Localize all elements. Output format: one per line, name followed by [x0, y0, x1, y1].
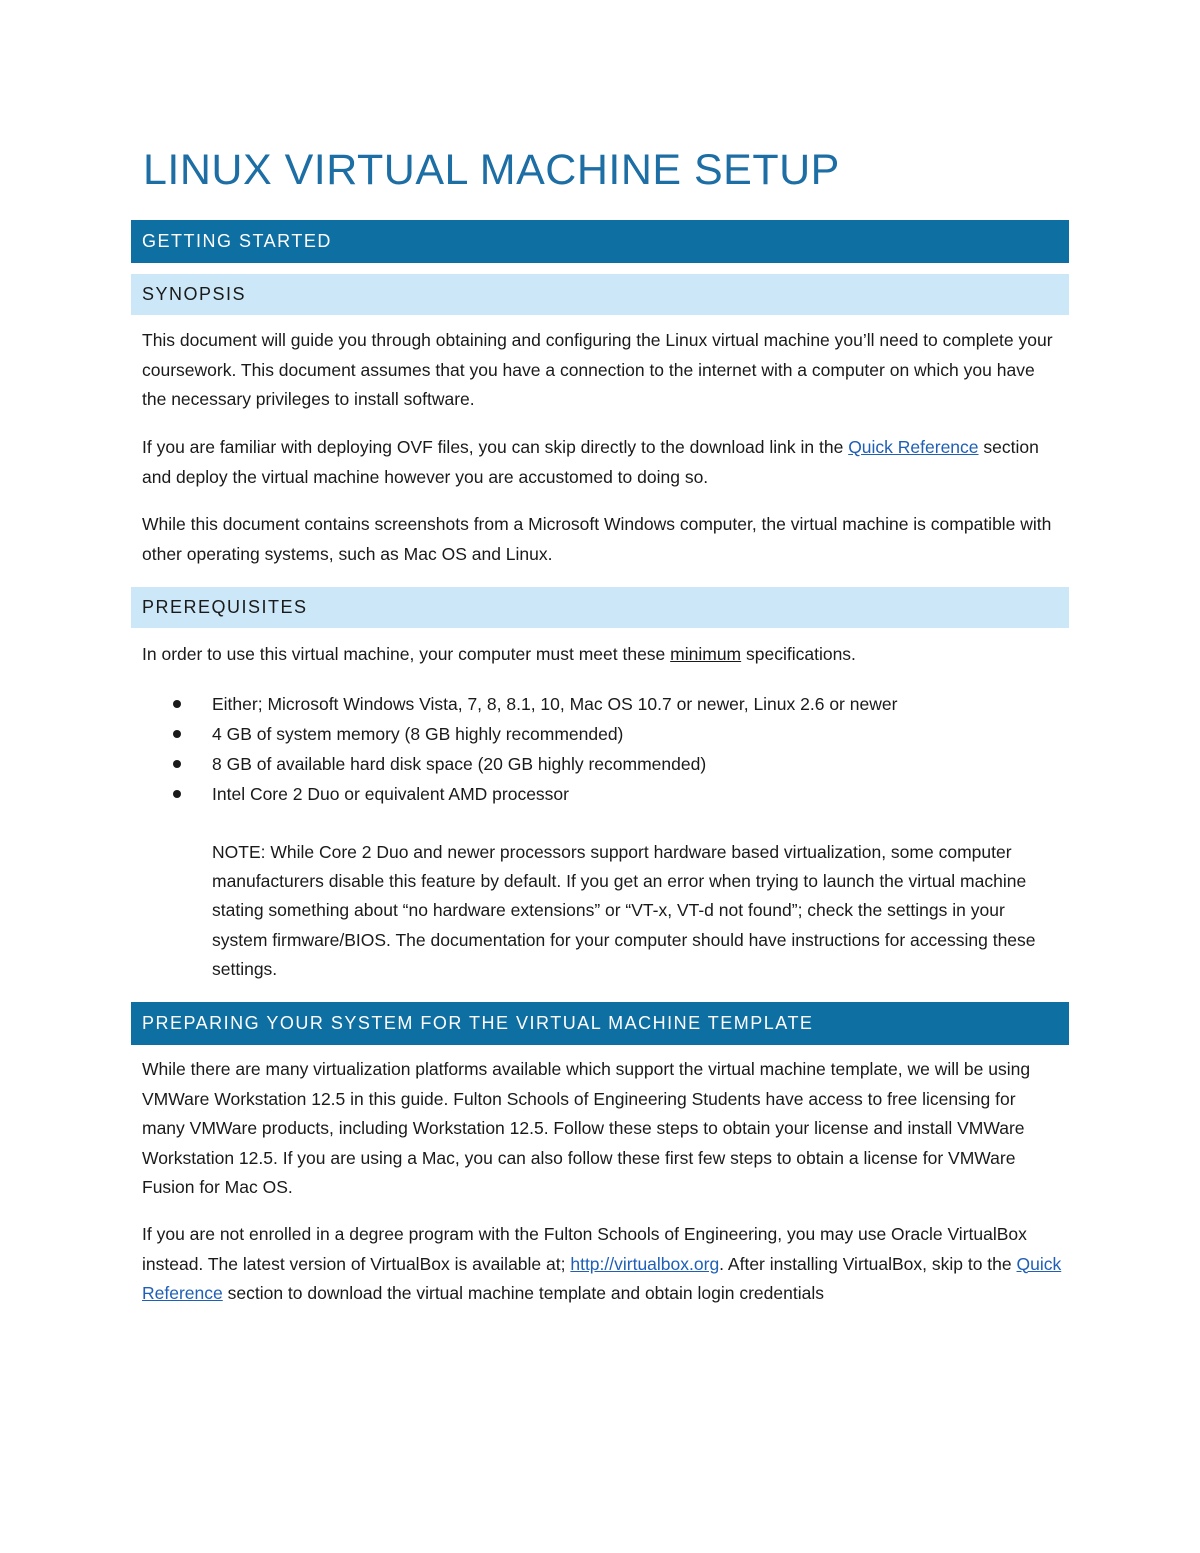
- subheading-synopsis: SYNOPSIS: [131, 274, 1069, 315]
- synopsis-p2-text-start: If you are familiar with deploying OVF files, you can skip directly to the download link in the: [142, 437, 849, 457]
- preparing-p2-text-end: section to download the virtual machine template and obtain login credentials: [222, 1283, 824, 1303]
- minimum-emphasis: minimum: [670, 644, 742, 664]
- synopsis-p2-text-end: section and deploy the virtual machine however you are accustomed to doing so.: [142, 437, 1039, 487]
- virtualbox-link[interactable]: http://virtualbox.org: [570, 1253, 720, 1274]
- list-item: [131, 779, 1069, 809]
- prerequisites-intro-end: specifications.: [741, 644, 856, 664]
- preparing-p2-text-start: If you are not enrolled in a degree program with the Fulton Schools of Engineering, you may use Oracle VirtualBox instead. The latest version of VirtualBox is available at;: [142, 1224, 1027, 1274]
- quick-reference-link[interactable]: Quick Reference: [848, 437, 979, 457]
- requirement-disk: 8 GB of available hard disk space (20 GB highly recommended): [212, 754, 707, 774]
- virtualization-note: NOTE: While Core 2 Duo and newer processors support hardware based virtualization, some computer manufacturers disable this feature by default. If you get an error when trying to launch the virtual machine stating something about “no hardware extensions” or “VT-x, VT-d not found”; check the settings in your system firmware/BIOS. The documentation for your computer should have instructions for accessing these settings.: [212, 842, 1036, 979]
- quick-reference-link-2[interactable]: Quick Reference: [142, 1253, 1062, 1303]
- list-item: [131, 749, 1069, 779]
- prerequisites-intro: [142, 640, 1062, 670]
- section-heading-getting-started: GETTING STARTED: [131, 220, 1069, 263]
- synopsis-paragraph-2: [142, 433, 1062, 492]
- requirement-memory: 4 GB of system memory (8 GB highly recommended): [212, 724, 624, 744]
- subheading-prerequisites: PREREQUISITES: [131, 587, 1069, 628]
- document-title: LINUX VIRTUAL MACHINE SETUP: [143, 146, 840, 194]
- requirements-list: [131, 689, 1069, 809]
- preparing-paragraph-1: While there are many virtualization platforms available which support the virtual machine template, we will be using VMWare Workstation 12.5 in this guide. Fulton Schools of Engineering Students have access to free licensing for many VMWare products, including Workstation 12.5. Follow these steps to obtain your license and install VMWare Workstation 12.5. If you are using a Mac, you can also follow these first few steps to obtain a license for VMWare Fusion for Mac OS.: [142, 1059, 1031, 1197]
- bullet-icon: [173, 790, 181, 798]
- bullet-icon: [173, 760, 181, 768]
- list-item: [131, 689, 1069, 719]
- preparing-paragraph-2: [142, 1220, 1062, 1309]
- section-heading-preparing: PREPARING YOUR SYSTEM FOR THE VIRTUAL MACHINE TEMPLATE: [131, 1002, 1069, 1045]
- bullet-icon: [173, 730, 181, 738]
- list-item: [131, 719, 1069, 749]
- bullet-icon: [173, 700, 181, 708]
- preparing-p2-text-middle: . After installing VirtualBox, skip to the: [719, 1253, 1017, 1274]
- requirement-processor: Intel Core 2 Duo or equivalent AMD processor: [212, 784, 569, 804]
- requirement-os: Either; Microsoft Windows Vista, 7, 8, 8.1, 10, Mac OS 10.7 or newer, Linux 2.6 or newer: [212, 694, 898, 714]
- synopsis-paragraph-1: This document will guide you through obtaining and configuring the Linux virtual machine you’ll need to complete your coursework. This document assumes that you have a connection to the internet with a computer on which you have the necessary privileges to install software.: [142, 330, 1053, 409]
- synopsis-paragraph-3: While this document contains screenshots from a Microsoft Windows computer, the virtual machine is compatible with other operating systems, such as Mac OS and Linux.: [142, 514, 1052, 564]
- prerequisites-intro-start: In order to use this virtual machine, your computer must meet these: [142, 644, 671, 664]
